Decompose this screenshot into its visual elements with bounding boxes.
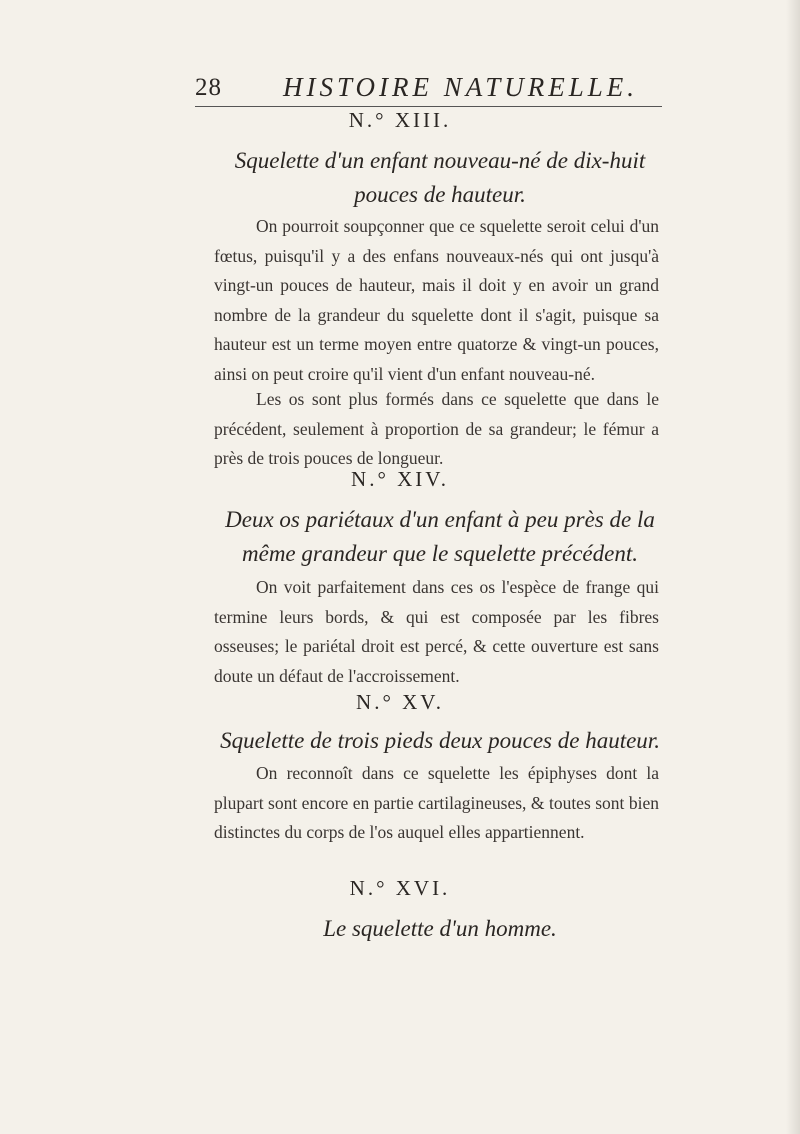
paragraph: On voit parfaitement dans ces os l'espèce de frange qui termine leurs bords, & qui est composée par les fibres osseuses; le pariétal droit est percé, & cette ouverture est sans doute un défaut de l'accroissement. bbox=[214, 577, 659, 686]
section-heading-13: Squelette d'un enfant nouveau-né de dix-huit pouces de hauteur. bbox=[234, 148, 646, 207]
paragraph: Les os sont plus formés dans ce squelette que dans le précédent, seulement à proportion de sa grandeur; le fémur a près de trois pouces de longueur. bbox=[214, 389, 659, 468]
section-number-13: N.° XIII. bbox=[348, 108, 452, 132]
page-number: 28 bbox=[195, 74, 222, 101]
paragraph: On pourroit soupçonner que ce squelette seroit celui d'un fœtus, puisqu'il y a des enfans nouveaux-nés qui ont jusqu'à vingt-un pouces de hauteur, mais il doit y en avoir un grand nombre de la grandeur du squelette dont il s'agit, puisque sa hauteur est un terme moyen entre quatorze & vingt-un pouces, ainsi on peut croire qu'il vient d'un enfant nouveau-né. bbox=[214, 216, 659, 384]
section-heading-15: Squelette de trois pieds deux pouces de hauteur. bbox=[220, 728, 660, 753]
header-rule bbox=[195, 106, 662, 107]
section-number-15: N.° XV. bbox=[356, 690, 444, 714]
section-number-16: N.° XVI. bbox=[349, 876, 451, 900]
running-title: HISTOIRE NATURELLE. bbox=[283, 72, 639, 102]
page-edge-shadow bbox=[786, 0, 800, 1134]
section-heading-14: Deux os pariétaux d'un enfant à peu près de la même grandeur que le squelette précédent. bbox=[225, 507, 655, 566]
section-number-14: N.° XIV. bbox=[351, 467, 449, 491]
section-heading-16: Le squelette d'un homme. bbox=[323, 916, 557, 941]
paragraph: On reconnoît dans ce squelette les épiphyses dont la plupart sont encore en partie cartilagineuses, & toutes sont bien distinctes du corps de l'os auquel elles appartiennent. bbox=[214, 763, 659, 842]
